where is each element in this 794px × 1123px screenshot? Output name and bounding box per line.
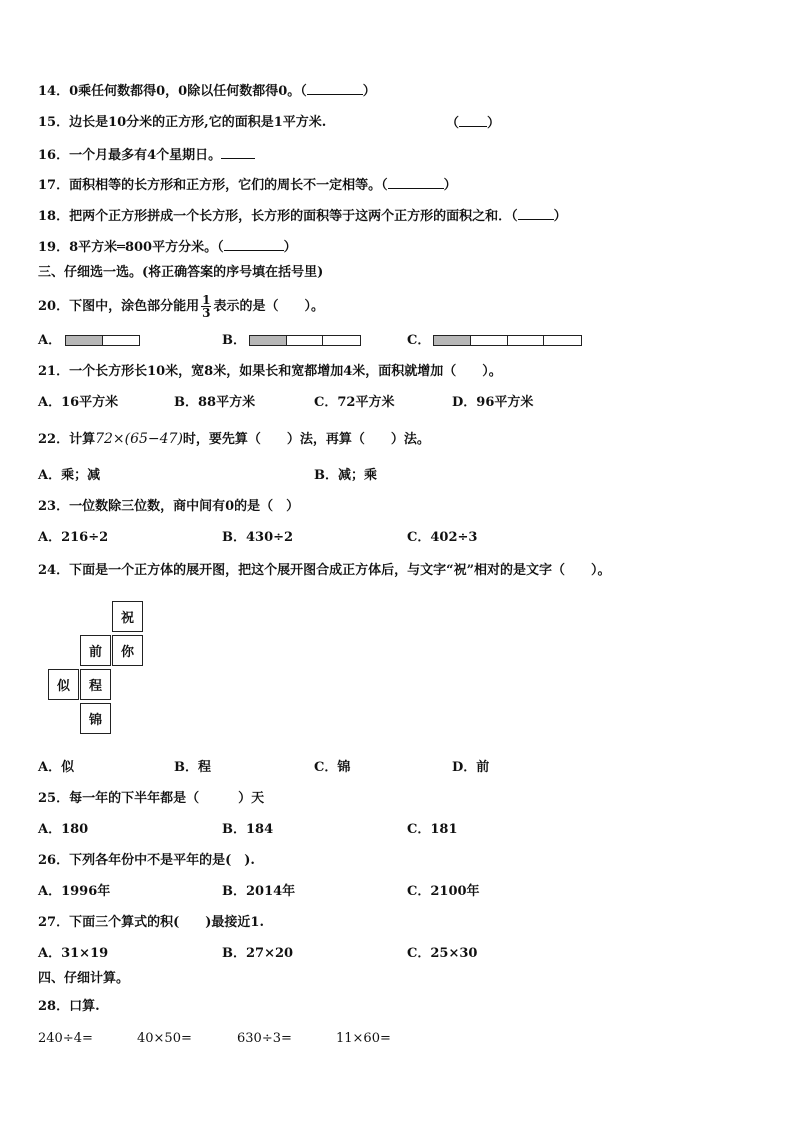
- bar-c-segment: [471, 336, 508, 345]
- question-25: 25．每一年的下半年都是（ ）天: [38, 791, 265, 806]
- option-26-b[interactable]: B．2014年: [222, 884, 296, 899]
- question-17: 17．面积相等的长方形和正方形，它们的周长不一定相等。（ ）: [38, 178, 457, 193]
- question-16: [38, 146, 255, 165]
- option-21-d[interactable]: D．96平方米: [452, 395, 534, 410]
- question-17-text: 17．面积相等的长方形和正方形，它们的周长不一定相等。（: [38, 178, 388, 193]
- option-24-c[interactable]: C．锦: [314, 760, 351, 775]
- expression: 72×(65−47): [95, 431, 183, 447]
- net-cell-jin: 锦: [80, 703, 111, 734]
- question-15-paren: （ ）: [446, 116, 501, 131]
- option-23-c[interactable]: C．402÷3: [407, 530, 478, 545]
- bar-b-segment: [287, 336, 324, 345]
- question-20: 20．下图中，涂色部分能用 $\frac{1}{3}$ 表示的是（ ）。: [38, 293, 324, 320]
- answer-blank-17[interactable]: [388, 176, 444, 189]
- bar-a-segment: [103, 336, 140, 345]
- question-28: 28．口算.: [38, 999, 100, 1014]
- option-26-c[interactable]: C．2100年: [407, 884, 480, 899]
- option-21-a[interactable]: A．16平方米: [38, 395, 119, 410]
- option-25-c[interactable]: C．181: [407, 822, 458, 837]
- bar-c-segment: [508, 336, 545, 345]
- fraction-bar-b: [249, 335, 361, 346]
- option-21-c[interactable]: C．72平方米: [314, 395, 395, 410]
- net-cell-cheng: 程: [80, 669, 111, 700]
- question-14: 14．0乘任何数都得0，0除以任何数都得0。（ ）: [38, 84, 376, 99]
- fraction-one-third: $\frac{1}{3}$: [202, 293, 211, 320]
- answer-blank-16[interactable]: [221, 146, 255, 159]
- option-26-a[interactable]: A．1996年: [38, 884, 111, 899]
- option-23-b[interactable]: B．430÷2: [222, 530, 294, 545]
- question-15: [38, 114, 326, 132]
- option-22-a[interactable]: A．乘；减: [38, 468, 101, 483]
- bar-a-segment: [66, 336, 103, 345]
- option-27-b[interactable]: B．27×20: [222, 946, 294, 961]
- net-cell-si: 似: [48, 669, 79, 700]
- answer-blank-19[interactable]: [224, 238, 284, 251]
- mental-math-item: 630÷3=: [237, 1031, 292, 1046]
- question-23: 23．一位数除三位数，商中间有0的是（ ）: [38, 499, 300, 514]
- question-24: 24．下面是一个正方体的展开图，把这个展开图合成正方体后，与文字“祝”相对的是文字（ ）。: [38, 563, 611, 578]
- section-4-title: 四、仔细计算。: [38, 971, 130, 986]
- question-18: 18．把两个正方形拼成一个长方形，长方形的面积等于这两个正方形的面积之和．（ ）: [38, 209, 567, 224]
- net-cell-zhu: 祝: [112, 601, 143, 632]
- fraction-bar-a: [65, 335, 140, 346]
- net-cell-ni: 你: [112, 635, 143, 666]
- question-21: 21．一个长方形长10米，宽8米，如果长和宽都增加4米，面积就增加（ ）。: [38, 364, 502, 379]
- question-19-text: 19．8平方米═800平方分米。（: [38, 240, 224, 255]
- bar-c-segment: [434, 336, 471, 345]
- option-25-a[interactable]: A．180: [38, 822, 89, 837]
- fraction-bar-c: [433, 335, 582, 346]
- mental-math-item: 40×50=: [137, 1031, 192, 1046]
- answer-blank-14[interactable]: [307, 82, 363, 95]
- option-21-b[interactable]: B．88平方米: [174, 395, 256, 410]
- question-26: 26．下列各年份中不是平年的是( ).: [38, 853, 255, 868]
- bar-c-segment: [544, 336, 581, 345]
- bar-b-segment: [323, 336, 360, 345]
- net-cell-qian: 前: [80, 635, 111, 666]
- option-20-b-label[interactable]: B．: [222, 333, 246, 348]
- mental-math-item: 240÷4=: [38, 1031, 93, 1046]
- option-24-d[interactable]: D．前: [452, 760, 490, 775]
- option-23-a[interactable]: A．216÷2: [38, 530, 109, 545]
- question-22: 22．计算72×(65−47)时，要先算（ ）法，再算（ ）法。: [38, 431, 430, 447]
- question-14-text: 14．0乘任何数都得0，0除以任何数都得0。（: [38, 84, 307, 99]
- question-15-text: 15．边长是10分米的正方形,它的面积是1平方米.: [38, 115, 327, 130]
- option-24-a[interactable]: A．似: [38, 760, 75, 775]
- option-20-a-label[interactable]: A．: [38, 333, 62, 348]
- answer-blank-15[interactable]: [459, 114, 487, 127]
- section-3-title: 三、仔细选一选。(将正确答案的序号填在括号里): [38, 265, 324, 280]
- answer-blank-18[interactable]: [518, 207, 554, 220]
- option-24-b[interactable]: B．程: [174, 760, 211, 775]
- option-25-b[interactable]: B．184: [222, 822, 274, 837]
- question-19: 19．8平方米═800平方分米。（ ）: [38, 240, 297, 255]
- option-20-c-label[interactable]: C．: [407, 333, 431, 348]
- question-18-text: 18．把两个正方形拼成一个长方形，长方形的面积等于这两个正方形的面积之和．（: [38, 209, 518, 224]
- option-27-c[interactable]: C．25×30: [407, 946, 478, 961]
- option-27-a[interactable]: A．31×19: [38, 946, 109, 961]
- mental-math-item: 11×60=: [336, 1031, 391, 1046]
- question-16-text: 16．一个月最多有4个星期日。: [38, 148, 222, 163]
- question-27: 27．下面三个算式的积( )最接近1.: [38, 915, 264, 930]
- bar-b-segment: [250, 336, 287, 345]
- option-22-b[interactable]: B．减；乘: [314, 468, 377, 483]
